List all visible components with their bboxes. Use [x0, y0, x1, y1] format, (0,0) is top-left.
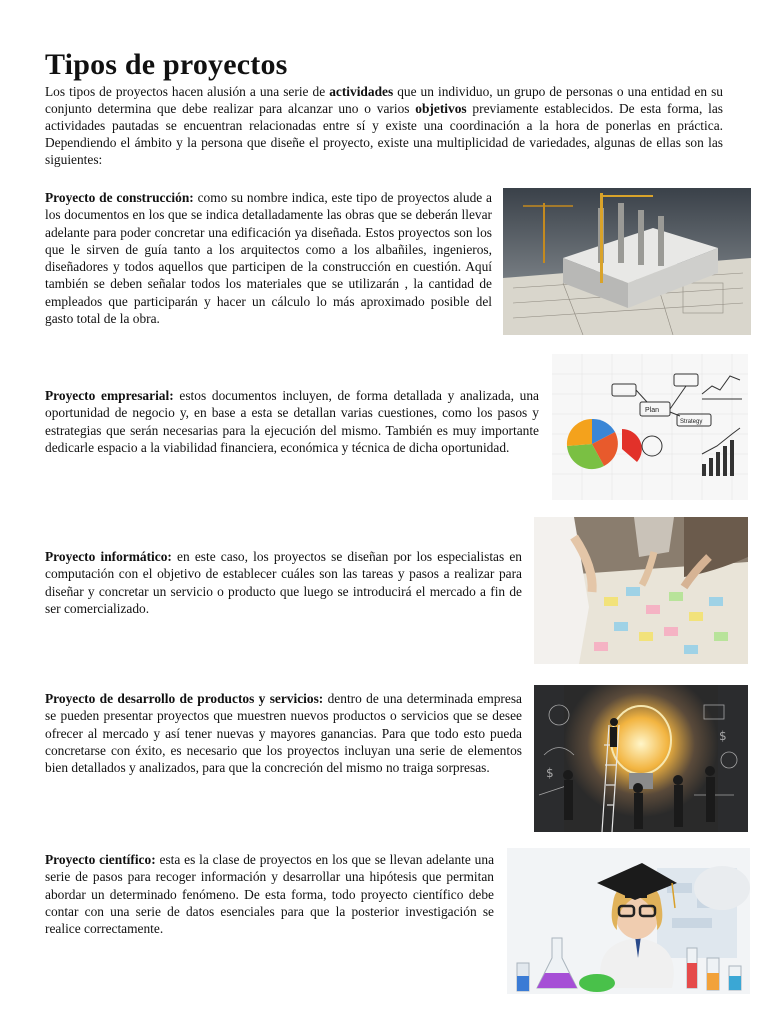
section-heading: Proyecto empresarial:: [45, 388, 174, 403]
section-heading: Proyecto científico:: [45, 852, 156, 867]
intro-text-3: previamente establecidos. De esta forma, las actividades pautadas se encuentran relacionadas entre sí y existe una coordinación a la hora de ponerlas en práctica. Dependiendo el ámbito y la persona que diseñe el proyecto, existe una multiplicidad de variedades, algunas de ellas son las siguientes:: [45, 101, 723, 167]
section-desarrollo-productos: [45, 690, 522, 776]
section-text: esta es la clase de proyectos en los que se llevan adelante una serie de pasos para recoger información y desarrollar una hipótesis que permitan abordar un determinado fenómeno. De esta forma, todo proyecto científico debe contar con una serie de datos esenciales para que la posterior investigación se realice correctamente.: [45, 852, 495, 937]
section-empresarial: [45, 387, 539, 456]
section-text: estos documentos incluyen, de forma detallada y analizada, una oportunidad de negocio y, en base a esta se detallan varias cuestiones, como los pasos y estrategias que serán necesarias para la ejecución del mismo. También es muy importante dedicarle espacio a la viabilidad financiera, económica y técnica de dicha oportunidad.: [45, 388, 539, 455]
construction-model-image: [503, 188, 751, 335]
plan-label: Plan: [645, 407, 660, 414]
section-heading: Proyecto de desarrollo de productos y servicios:: [45, 691, 324, 706]
intro-paragraph: [45, 83, 723, 168]
intro-text-1: Los tipos de proyectos hacen alusión a una serie de: [45, 84, 330, 99]
section-construccion: [45, 189, 492, 327]
svg-text:$: $: [546, 766, 554, 780]
section-text: en este caso, los proyectos se diseñan por los especialistas en computación con el objetivo de establecer cuáles son las tareas y pasos a realizar para diseñar y concretar un servicio o producto que luego se introducirá el mercado a fin de ser comercializado.: [45, 549, 522, 616]
intro-text-2: que un individuo, un grupo de personas o una entidad en su conjunto determina que debe realizar para alcanzar uno o varios: [45, 84, 723, 116]
business-chart-image: [552, 354, 748, 500]
page-header: [45, 48, 723, 168]
svg-text:$: $: [719, 729, 727, 743]
section-informatico: [45, 548, 522, 617]
section-heading: Proyecto de construcción:: [45, 190, 194, 205]
section-text: dentro de una determinada empresa se pueden presentar proyectos que muestren nuevos productos o servicios que se desee ofrecer al mercado y así tener nuevas y mayores ganancias. Para que todo esto pueda concretarse con éxito, es necesario que los proyectos incluyan una serie de elementos bien detallados y analizados, para que la concreción del mismo no traiga sorpresas.: [45, 691, 522, 776]
lightbulb-idea-image: [534, 685, 748, 832]
intro-bold-objetivos: objetivos: [415, 101, 467, 116]
young-scientist-image: [507, 848, 750, 994]
section-heading: Proyecto informático:: [45, 549, 172, 564]
page-title: Tipos de proyectos: [45, 48, 288, 81]
strategy-label: Strategy: [680, 419, 703, 425]
team-meeting-image: [534, 517, 748, 664]
section-text: como su nombre indica, este tipo de proyectos alude a los documentos en los que se indica detalladamente las obras que se deberán llevar adelante para poder concretar una edificación ya diseñada. Estos proyectos son los que le sirven de guía tanto a los arquitectos como a los albañiles, ingenieros, diseñadores y todos aquellos que participen de la construcción en cuestión. Aquí también se deben señalar todos los materiales que se utilizarán , la cantidad de empleados que participarán y hacer un cálculo lo más aproximado posible del gasto total de la obra.: [45, 190, 492, 327]
intro-bold-actividades: actividades: [329, 84, 394, 99]
section-cientifico: [45, 851, 494, 937]
